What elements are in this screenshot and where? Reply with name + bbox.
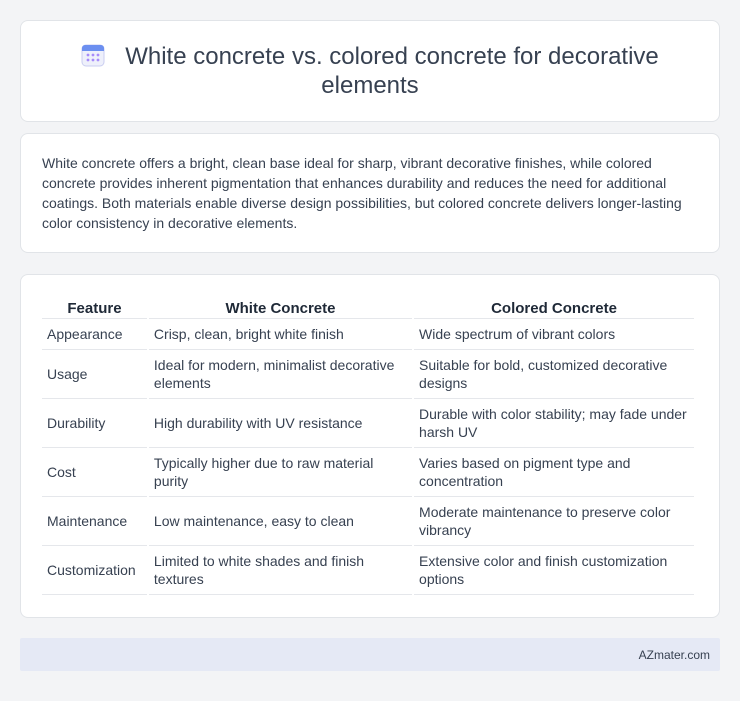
page-title xyxy=(70,42,670,100)
cell-feature: Maintenance xyxy=(42,497,147,546)
cell-feature: Customization xyxy=(42,546,147,595)
summary-card xyxy=(20,133,720,253)
header-feature: Feature xyxy=(42,298,147,319)
summary-text: White concrete offers a bright, clean base ideal for sharp, vibrant decorative finishes, while colored concrete provides inherent pigmentation that enhances durability and reduces the need for additional coatings. Both materials enable diverse design possibilities, but colored concrete delivers longer-lasting color consistency in decorative elements. xyxy=(42,155,682,231)
comparison-table-card xyxy=(20,274,720,618)
table-header-row xyxy=(42,298,694,319)
table-row xyxy=(42,350,694,399)
title-card xyxy=(20,20,720,122)
cell-colored: Wide spectrum of vibrant colors xyxy=(414,319,694,350)
table-row xyxy=(42,319,694,350)
cell-feature: Appearance xyxy=(42,319,147,350)
table-row xyxy=(42,497,694,546)
table-row xyxy=(42,448,694,497)
cell-white: Crisp, clean, bright white finish xyxy=(149,319,412,350)
calendar-icon xyxy=(81,43,105,67)
header-white-concrete: White Concrete xyxy=(149,298,412,319)
page-title-text: White concrete vs. colored concrete for decorative elements xyxy=(125,43,659,99)
cell-white: Typically higher due to raw material purity xyxy=(149,448,412,497)
cell-colored: Moderate maintenance to preserve color vibrancy xyxy=(414,497,694,546)
cell-feature: Cost xyxy=(42,448,147,497)
cell-colored: Extensive color and finish customization options xyxy=(414,546,694,595)
cell-white: Limited to white shades and finish textures xyxy=(149,546,412,595)
header-colored-concrete: Colored Concrete xyxy=(414,298,694,319)
cell-feature: Durability xyxy=(42,399,147,448)
cell-colored: Varies based on pigment type and concentration xyxy=(414,448,694,497)
table-row xyxy=(42,399,694,448)
footer xyxy=(20,638,720,671)
comparison-table xyxy=(40,298,696,595)
cell-colored: Durable with color stability; may fade under harsh UV xyxy=(414,399,694,448)
cell-white: High durability with UV resistance xyxy=(149,399,412,448)
cell-colored: Suitable for bold, customized decorative designs xyxy=(414,350,694,399)
cell-white: Low maintenance, easy to clean xyxy=(149,497,412,546)
cell-white: Ideal for modern, minimalist decorative elements xyxy=(149,350,412,399)
footer-site-link[interactable]: AZmater.com xyxy=(638,647,710,662)
cell-feature: Usage xyxy=(42,350,147,399)
table-row xyxy=(42,546,694,595)
